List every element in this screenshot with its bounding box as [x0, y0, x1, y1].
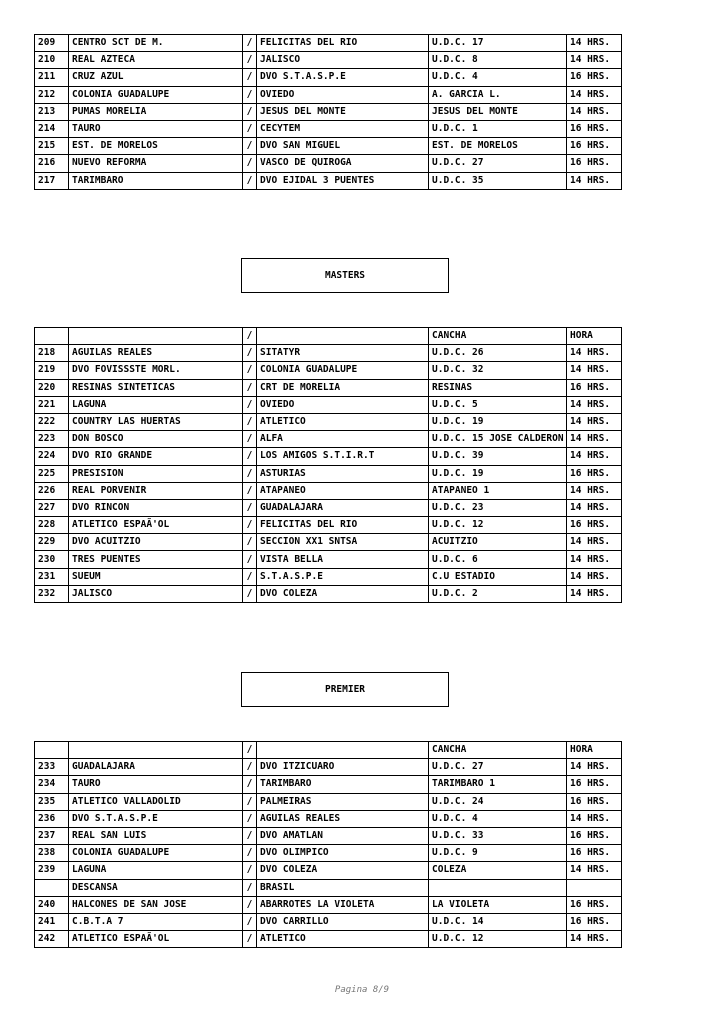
away-team-cell: S.T.A.S.P.E [257, 568, 429, 585]
away-team-cell: FELICITAS DEL RIO [257, 35, 429, 52]
home-team-cell: REAL AZTECA [69, 52, 243, 69]
versus-separator-cell: / [243, 776, 257, 793]
match-time-cell: 16 HRS. [567, 845, 622, 862]
home-team-cell: PRESISION [69, 465, 243, 482]
away-team-cell: SITATYR [257, 345, 429, 362]
match-time-cell: 14 HRS. [567, 86, 622, 103]
away-team-cell: ABARROTES LA VIOLETA [257, 896, 429, 913]
home-team-cell: DESCANSA [69, 879, 243, 896]
field-name-cell: U.D.C. 35 [429, 172, 567, 189]
home-team-cell: ATLETICO VALLADOLID [69, 793, 243, 810]
top-schedule-table [34, 34, 622, 190]
home-team-cell: COUNTRY LAS HUERTAS [69, 413, 243, 430]
away-team-cell: ATAPANEO [257, 482, 429, 499]
match-time-cell: 14 HRS. [567, 413, 622, 430]
home-team-cell: DVO FOVISSSTE MORL. [69, 362, 243, 379]
home-team-cell: RESINAS SINTETICAS [69, 379, 243, 396]
field-name-cell: U.D.C. 6 [429, 551, 567, 568]
field-name-cell: U.D.C. 19 [429, 465, 567, 482]
away-team-cell: FELICITAS DEL RIO [257, 517, 429, 534]
field-name-cell: U.D.C. 32 [429, 362, 567, 379]
match-time-cell: 14 HRS. [567, 499, 622, 516]
versus-separator-cell: / [243, 568, 257, 585]
versus-separator-cell: / [243, 69, 257, 86]
match-time-cell: 14 HRS. [567, 345, 622, 362]
home-team-cell: C.B.T.A 7 [69, 913, 243, 930]
versus-separator-cell: / [243, 585, 257, 602]
field-name-cell: U.D.C. 15 JOSE CALDERON [429, 431, 567, 448]
versus-separator-cell: / [243, 793, 257, 810]
match-number-header [35, 328, 69, 345]
versus-separator-cell: / [243, 931, 257, 948]
away-team-cell: ASTURIAS [257, 465, 429, 482]
table-header-row [35, 328, 622, 345]
away-team-cell: DVO CARRILLO [257, 913, 429, 930]
versus-separator-header: / [243, 742, 257, 759]
match-number-cell: 231 [35, 568, 69, 585]
field-name-cell: U.D.C. 1 [429, 120, 567, 137]
match-time-cell: 16 HRS. [567, 465, 622, 482]
match-number-cell [35, 879, 69, 896]
away-team-cell: TARIMBARO [257, 776, 429, 793]
home-team-cell: DVO S.T.A.S.P.E [69, 810, 243, 827]
match-number-cell: 215 [35, 138, 69, 155]
match-time-cell: 14 HRS. [567, 585, 622, 602]
field-name-cell: U.D.C. 4 [429, 810, 567, 827]
match-time-cell: 14 HRS. [567, 362, 622, 379]
table-row [35, 517, 622, 534]
home-team-cell: PUMAS MORELIA [69, 103, 243, 120]
match-time-cell: 14 HRS. [567, 810, 622, 827]
match-number-cell: 212 [35, 86, 69, 103]
field-name-cell: U.D.C. 23 [429, 499, 567, 516]
versus-separator-cell: / [243, 810, 257, 827]
home-team-cell: HALCONES DE SAN JOSE [69, 896, 243, 913]
versus-separator-cell: / [243, 379, 257, 396]
field-name-cell: U.D.C. 39 [429, 448, 567, 465]
match-number-cell: 219 [35, 362, 69, 379]
match-number-cell: 236 [35, 810, 69, 827]
table-row [35, 345, 622, 362]
field-name-header: CANCHA [429, 742, 567, 759]
match-number-cell: 238 [35, 845, 69, 862]
match-number-cell: 222 [35, 413, 69, 430]
away-team-cell: ALFA [257, 431, 429, 448]
field-name-cell: A. GARCIA L. [429, 86, 567, 103]
table-row [35, 362, 622, 379]
table-row [35, 120, 622, 137]
away-team-cell: DVO OLIMPICO [257, 845, 429, 862]
match-time-cell: 14 HRS. [567, 568, 622, 585]
home-team-cell: ATLETICO ESPAÃ'OL [69, 931, 243, 948]
table-row [35, 138, 622, 155]
field-name-cell: ACUITZIO [429, 534, 567, 551]
home-team-cell: COLONIA GUADALUPE [69, 845, 243, 862]
masters-section-title: MASTERS [241, 258, 449, 293]
versus-separator-cell: / [243, 896, 257, 913]
match-time-cell: 16 HRS. [567, 896, 622, 913]
away-team-cell: DVO COLEZA [257, 862, 429, 879]
match-time-cell: 14 HRS. [567, 931, 622, 948]
match-number-cell: 232 [35, 585, 69, 602]
versus-separator-cell: / [243, 517, 257, 534]
match-number-cell: 214 [35, 120, 69, 137]
match-time-cell: 14 HRS. [567, 396, 622, 413]
home-team-cell: DON BOSCO [69, 431, 243, 448]
match-number-cell: 241 [35, 913, 69, 930]
versus-separator-cell: / [243, 35, 257, 52]
home-team-cell: REAL PORVENIR [69, 482, 243, 499]
masters-schedule-table [34, 327, 622, 603]
table-row [35, 827, 622, 844]
versus-separator-cell: / [243, 396, 257, 413]
match-time-cell: 16 HRS. [567, 827, 622, 844]
versus-separator-cell: / [243, 413, 257, 430]
table-row [35, 931, 622, 948]
table-row [35, 396, 622, 413]
table-row [35, 86, 622, 103]
away-team-cell: OVIEDO [257, 86, 429, 103]
table-row [35, 103, 622, 120]
match-number-cell: 226 [35, 482, 69, 499]
field-name-cell: JESUS DEL MONTE [429, 103, 567, 120]
field-name-cell: U.D.C. 9 [429, 845, 567, 862]
table-row [35, 793, 622, 810]
versus-separator-cell: / [243, 499, 257, 516]
away-team-cell: DVO ITZICUARO [257, 759, 429, 776]
versus-separator-cell: / [243, 862, 257, 879]
match-time-cell: 16 HRS. [567, 793, 622, 810]
match-time-header: HORA [567, 328, 622, 345]
versus-separator-cell: / [243, 362, 257, 379]
away-team-cell: DVO SAN MIGUEL [257, 138, 429, 155]
versus-separator-cell: / [243, 465, 257, 482]
table-row [35, 776, 622, 793]
table-row [35, 69, 622, 86]
table-row [35, 551, 622, 568]
away-team-cell: DVO S.T.A.S.P.E [257, 69, 429, 86]
away-team-cell: DVO AMATLAN [257, 827, 429, 844]
match-number-cell: 210 [35, 52, 69, 69]
versus-separator-cell: / [243, 431, 257, 448]
away-team-cell: JESUS DEL MONTE [257, 103, 429, 120]
table-row [35, 379, 622, 396]
table-row [35, 448, 622, 465]
match-number-cell: 220 [35, 379, 69, 396]
match-time-cell: 16 HRS. [567, 913, 622, 930]
field-name-header: CANCHA [429, 328, 567, 345]
field-name-cell: U.D.C. 2 [429, 585, 567, 602]
home-team-cell: COLONIA GUADALUPE [69, 86, 243, 103]
match-number-cell: 240 [35, 896, 69, 913]
match-number-cell: 227 [35, 499, 69, 516]
away-team-header [257, 742, 429, 759]
field-name-cell [429, 879, 567, 896]
field-name-cell: U.D.C. 8 [429, 52, 567, 69]
home-team-cell: LAGUNA [69, 396, 243, 413]
home-team-cell: TAURO [69, 120, 243, 137]
versus-separator-cell: / [243, 52, 257, 69]
match-time-cell: 14 HRS. [567, 551, 622, 568]
field-name-cell: TARIMBARO 1 [429, 776, 567, 793]
table-row [35, 52, 622, 69]
table-row [35, 431, 622, 448]
away-team-cell: JALISCO [257, 52, 429, 69]
away-team-cell: VASCO DE QUIROGA [257, 155, 429, 172]
match-time-cell: 14 HRS. [567, 103, 622, 120]
match-time-cell: 14 HRS. [567, 759, 622, 776]
table-row [35, 585, 622, 602]
away-team-cell: VISTA BELLA [257, 551, 429, 568]
match-number-cell: 223 [35, 431, 69, 448]
match-number-cell: 233 [35, 759, 69, 776]
match-time-cell: 16 HRS. [567, 379, 622, 396]
match-number-cell: 209 [35, 35, 69, 52]
match-number-cell: 228 [35, 517, 69, 534]
home-team-cell: CRUZ AZUL [69, 69, 243, 86]
home-team-cell: TARIMBARO [69, 172, 243, 189]
home-team-cell: CENTRO SCT DE M. [69, 35, 243, 52]
home-team-cell: TAURO [69, 776, 243, 793]
match-number-cell: 221 [35, 396, 69, 413]
field-name-cell: ATAPANEO 1 [429, 482, 567, 499]
field-name-cell: U.D.C. 24 [429, 793, 567, 810]
field-name-cell: U.D.C. 17 [429, 35, 567, 52]
match-time-cell: 16 HRS. [567, 138, 622, 155]
field-name-cell: U.D.C. 12 [429, 517, 567, 534]
table-row [35, 845, 622, 862]
match-time-cell: 14 HRS. [567, 172, 622, 189]
home-team-cell: SUEUM [69, 568, 243, 585]
match-number-cell: 239 [35, 862, 69, 879]
field-name-cell: COLEZA [429, 862, 567, 879]
match-number-cell: 230 [35, 551, 69, 568]
premier-section-title: PREMIER [241, 672, 449, 707]
away-team-cell: CECYTEM [257, 120, 429, 137]
match-time-cell: 16 HRS. [567, 69, 622, 86]
match-time-cell: 16 HRS. [567, 120, 622, 137]
home-team-cell: TRES PUENTES [69, 551, 243, 568]
away-team-cell: PALMEIRAS [257, 793, 429, 810]
field-name-cell: U.D.C. 27 [429, 759, 567, 776]
away-team-cell: AGUILAS REALES [257, 810, 429, 827]
match-number-cell: 242 [35, 931, 69, 948]
match-number-cell: 224 [35, 448, 69, 465]
field-name-cell: U.D.C. 33 [429, 827, 567, 844]
away-team-cell: BRASIL [257, 879, 429, 896]
versus-separator-cell: / [243, 86, 257, 103]
table-row [35, 810, 622, 827]
away-team-cell: CRT DE MORELIA [257, 379, 429, 396]
versus-separator-cell: / [243, 172, 257, 189]
match-number-cell: 235 [35, 793, 69, 810]
away-team-cell: DVO COLEZA [257, 585, 429, 602]
field-name-cell: U.D.C. 5 [429, 396, 567, 413]
table-row [35, 35, 622, 52]
page-number: Pagina 8/9 [334, 985, 390, 995]
away-team-cell: SECCION XX1 SNTSA [257, 534, 429, 551]
match-number-cell: 237 [35, 827, 69, 844]
versus-separator-cell: / [243, 155, 257, 172]
table-row [35, 862, 622, 879]
home-team-header [69, 742, 243, 759]
home-team-cell: DVO RIO GRANDE [69, 448, 243, 465]
versus-separator-header: / [243, 328, 257, 345]
table-row [35, 568, 622, 585]
table-row [35, 413, 622, 430]
match-time-cell: 14 HRS. [567, 482, 622, 499]
versus-separator-cell: / [243, 448, 257, 465]
home-team-cell: NUEVO REFORMA [69, 155, 243, 172]
field-name-cell: RESINAS [429, 379, 567, 396]
away-team-header [257, 328, 429, 345]
match-number-cell: 234 [35, 776, 69, 793]
versus-separator-cell: / [243, 913, 257, 930]
field-name-cell: U.D.C. 19 [429, 413, 567, 430]
home-team-cell: DVO RINCON [69, 499, 243, 516]
field-name-cell: U.D.C. 12 [429, 931, 567, 948]
versus-separator-cell: / [243, 103, 257, 120]
match-time-cell: 16 HRS. [567, 155, 622, 172]
home-team-cell: REAL SAN LUIS [69, 827, 243, 844]
match-number-cell: 218 [35, 345, 69, 362]
versus-separator-cell: / [243, 845, 257, 862]
home-team-cell: JALISCO [69, 585, 243, 602]
table-row [35, 465, 622, 482]
versus-separator-cell: / [243, 551, 257, 568]
away-team-cell: ATLETICO [257, 413, 429, 430]
table-row [35, 172, 622, 189]
versus-separator-cell: / [243, 534, 257, 551]
versus-separator-cell: / [243, 138, 257, 155]
home-team-cell: AGUILAS REALES [69, 345, 243, 362]
match-time-cell: 16 HRS. [567, 776, 622, 793]
table-row [35, 155, 622, 172]
field-name-cell: LA VIOLETA [429, 896, 567, 913]
table-row [35, 879, 622, 896]
match-number-cell: 217 [35, 172, 69, 189]
match-time-cell: 14 HRS. [567, 448, 622, 465]
premier-schedule-table [34, 741, 622, 948]
table-header-row [35, 742, 622, 759]
match-time-header: HORA [567, 742, 622, 759]
match-time-cell: 14 HRS. [567, 431, 622, 448]
field-name-cell: C.U ESTADIO [429, 568, 567, 585]
field-name-cell: U.D.C. 27 [429, 155, 567, 172]
versus-separator-cell: / [243, 482, 257, 499]
match-time-cell: 16 HRS. [567, 517, 622, 534]
versus-separator-cell: / [243, 759, 257, 776]
match-time-cell: 14 HRS. [567, 534, 622, 551]
away-team-cell: OVIEDO [257, 396, 429, 413]
away-team-cell: COLONIA GUADALUPE [257, 362, 429, 379]
match-time-cell [567, 879, 622, 896]
field-name-cell: EST. DE MORELOS [429, 138, 567, 155]
match-number-cell: 216 [35, 155, 69, 172]
home-team-header [69, 328, 243, 345]
match-number-cell: 213 [35, 103, 69, 120]
home-team-cell: GUADALAJARA [69, 759, 243, 776]
home-team-cell: ATLETICO ESPAÃ'OL [69, 517, 243, 534]
away-team-cell: LOS AMIGOS S.T.I.R.T [257, 448, 429, 465]
home-team-cell: LAGUNA [69, 862, 243, 879]
match-time-cell: 14 HRS. [567, 52, 622, 69]
away-team-cell: ATLETICO [257, 931, 429, 948]
field-name-cell: U.D.C. 14 [429, 913, 567, 930]
table-row [35, 896, 622, 913]
match-number-cell: 229 [35, 534, 69, 551]
table-row [35, 759, 622, 776]
match-number-cell: 225 [35, 465, 69, 482]
match-number-header [35, 742, 69, 759]
field-name-cell: U.D.C. 26 [429, 345, 567, 362]
versus-separator-cell: / [243, 879, 257, 896]
versus-separator-cell: / [243, 827, 257, 844]
match-time-cell: 14 HRS. [567, 862, 622, 879]
home-team-cell: EST. DE MORELOS [69, 138, 243, 155]
home-team-cell: DVO ACUITZIO [69, 534, 243, 551]
field-name-cell: U.D.C. 4 [429, 69, 567, 86]
match-number-cell: 211 [35, 69, 69, 86]
table-row [35, 499, 622, 516]
match-time-cell: 14 HRS. [567, 35, 622, 52]
versus-separator-cell: / [243, 345, 257, 362]
versus-separator-cell: / [243, 120, 257, 137]
away-team-cell: GUADALAJARA [257, 499, 429, 516]
table-row [35, 482, 622, 499]
away-team-cell: DVO EJIDAL 3 PUENTES [257, 172, 429, 189]
table-row [35, 913, 622, 930]
table-row [35, 534, 622, 551]
